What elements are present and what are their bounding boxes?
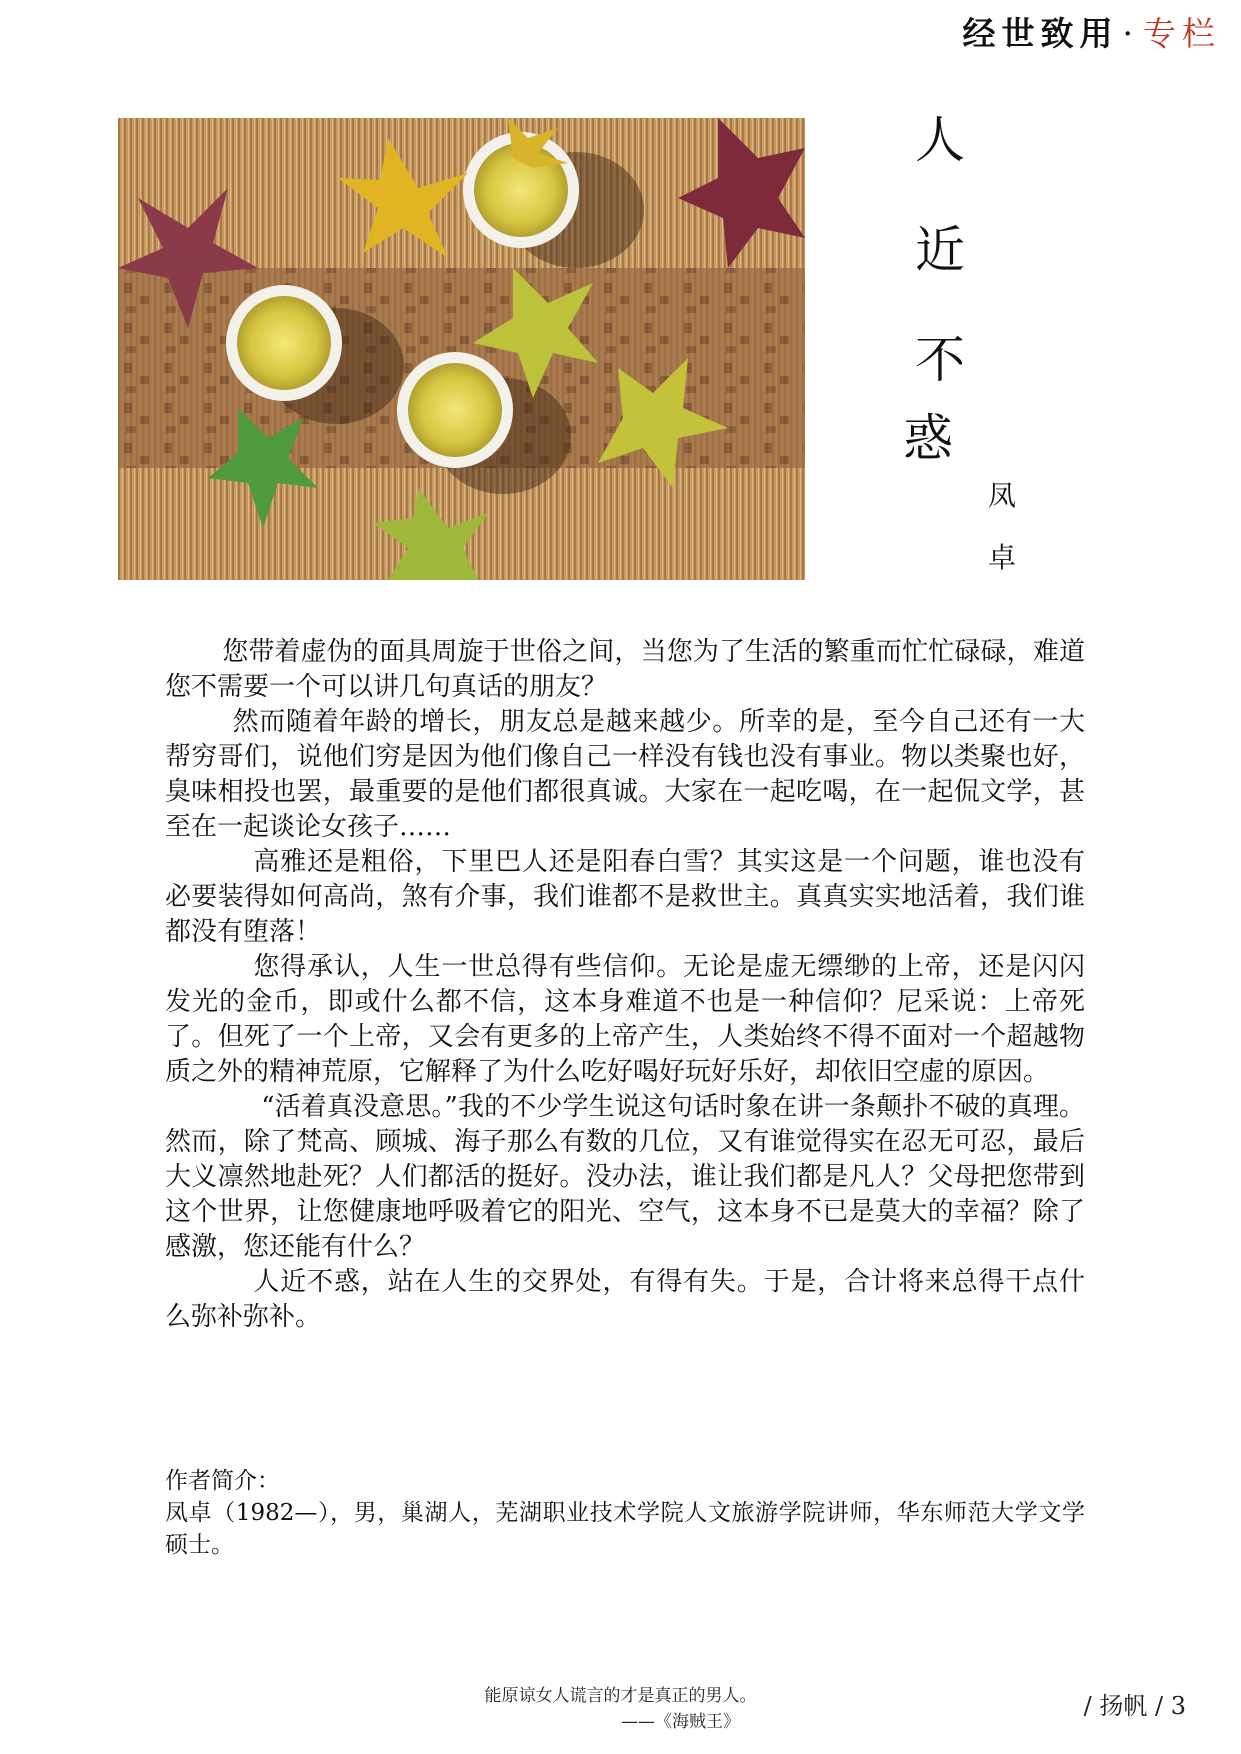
title-char: 近 bbox=[915, 221, 965, 279]
author-bio bbox=[165, 1465, 1085, 1561]
footer-quote bbox=[0, 1683, 1241, 1735]
paragraph: 您得承认，人生一世总得有些信仰。无论是虚无缥缈的上帝，还是闪闪发光的金币，即或什么都不信，这本身难道不也是一种信仰？尼采说：上帝死了。但死了一个上帝，又会有更多的上帝产生，人类始终不得不面对一个超越物质之外的精神荒原，它解释了为什么吃好喝好玩好乐好，却依旧空虚的原因。 bbox=[165, 952, 1085, 1087]
article-author bbox=[982, 465, 1022, 589]
header-separator: · bbox=[1122, 14, 1139, 53]
column-tag: 专栏 bbox=[1143, 14, 1221, 53]
author-char: 凤 bbox=[987, 479, 1016, 512]
column-header bbox=[963, 8, 1222, 55]
article-body bbox=[165, 635, 1085, 1335]
paragraph: 高雅还是粗俗，下里巴人还是阳春白雪？其实这是一个问题，谁也没有必要装得如何高尚，煞有介事，我们谁都不是救世主。真真实实地活着，我们谁都没有堕落！ bbox=[165, 847, 1085, 947]
paragraph: 您带着虚伪的面具周旋于世俗之间，当您为了生活的繁重而忙忙碌碌，难道您不需要一个可以讲几句真话的朋友？ bbox=[165, 637, 1085, 702]
paragraph: “活着真没意思。”我的不少学生说这句话时象在讲一条颠扑不破的真理。然而，除了梵高、顾城、海子那么有数的几位，又有谁觉得实在忍无可忍，最后大义凛然地赴死？人们都活的挺好。没办法，谁让我们都是凡人？父母把您带到这个世界，让您健康地呼吸着它的阳光、空气，这本身不已是莫大的幸福？除了感激，您还能有什么？ bbox=[165, 1092, 1085, 1262]
title-char: 不 bbox=[915, 331, 965, 389]
column-name: 经世致用 bbox=[962, 14, 1119, 53]
header-photo bbox=[118, 118, 805, 580]
page-number: / 扬帆 / 3 bbox=[1083, 1692, 1186, 1720]
bio-text: 凤卓（1982—），男，巢湖人，芜湖职业技术学院人文旅游学院讲师，华东师范大学文学硕士。 bbox=[165, 1500, 1085, 1558]
quote-text: 能原谅女人谎言的才是真正的男人。 bbox=[484, 1686, 757, 1706]
title-char: 人 bbox=[915, 111, 965, 169]
paragraph: 人近不惑，站在人生的交界处，有得有失。于是，合计将来总得干点什么弥补弥补。 bbox=[165, 1267, 1085, 1332]
author-char: 卓 bbox=[987, 541, 1016, 574]
title-char: 惑 bbox=[903, 409, 953, 467]
bio-title: 作者简介： bbox=[165, 1468, 280, 1494]
quote-source: ——《海贼王》 bbox=[621, 1712, 740, 1732]
tea-cups-and-leaves-photo bbox=[118, 118, 805, 580]
paragraph: 然而随着年龄的增长，朋友总是越来越少。所幸的是，至今自己还有一大帮穷哥们，说他们穷是因为他们像自己一样没有钱也没有事业。物以类聚也好，臭味相投也罢，最重要的是他们都很真诚。大家在一起吃喝，在一起侃文学，甚至在一起谈论女孩子…… bbox=[165, 707, 1085, 842]
